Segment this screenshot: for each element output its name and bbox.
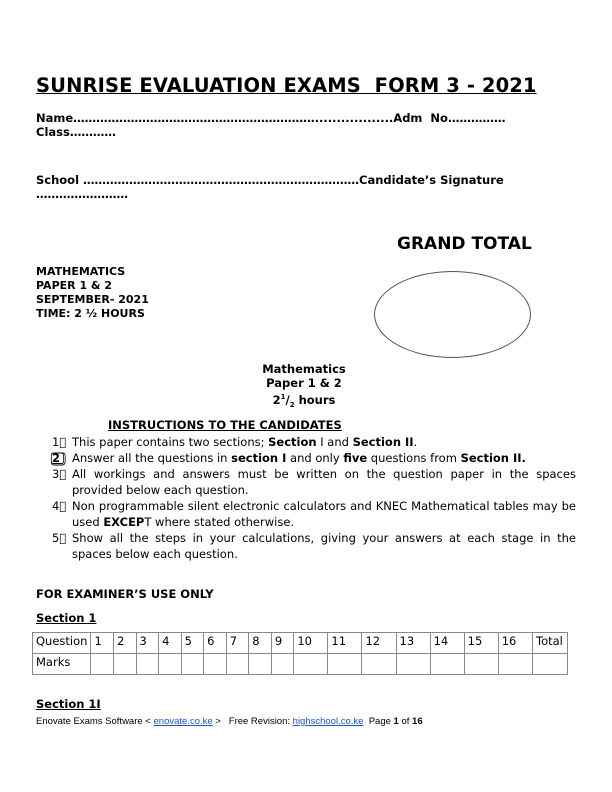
paper-subject: MATHEMATICS	[36, 265, 126, 278]
question-cell: 5	[181, 633, 204, 654]
name-adm-line: Name………………………………………………………..................Adm No……………	[36, 111, 506, 125]
paper-time: TIME: 2 ½ HOURS	[36, 307, 145, 320]
marks-cell[interactable]	[204, 654, 227, 675]
marks-cell[interactable]	[498, 654, 532, 675]
footer-software: Enovate Exams Software <	[36, 716, 154, 727]
footer-of: of	[398, 716, 413, 727]
table-row	[33, 633, 568, 654]
question-cell: 4	[159, 633, 182, 654]
question-cell: 10	[294, 633, 328, 654]
marks-table	[32, 632, 568, 675]
instruction-number: 1	[52, 435, 67, 449]
marks-cell[interactable]	[181, 654, 204, 675]
marks-cell[interactable]	[271, 654, 294, 675]
question-cell: 2	[113, 633, 136, 654]
marks-cell[interactable]	[294, 654, 328, 675]
marks-cell[interactable]	[226, 654, 249, 675]
instruction-item: 5 Show all the steps in your calculations, giving your answers at each stage in the spaces below each question.	[52, 531, 576, 561]
total-marks-cell[interactable]	[533, 654, 568, 675]
question-cell: 15	[464, 633, 498, 654]
marks-cell[interactable]	[396, 654, 430, 675]
grand-total-ellipse	[374, 271, 531, 358]
marks-cell[interactable]	[362, 654, 396, 675]
center-paper-block	[250, 362, 358, 412]
center-paper: Paper 1 & 2	[266, 376, 342, 390]
total-label-cell: Total	[533, 633, 568, 654]
signature-dots: ……………………	[36, 187, 128, 201]
center-duration: $2^1/_2$ hours	[272, 392, 336, 410]
footer-free-revision: > Free Revision:	[212, 716, 293, 727]
question-cell: 6	[204, 633, 227, 654]
duration-num: 1	[280, 393, 286, 401]
center-subject: Mathematics	[262, 362, 346, 376]
instruction-item: 1 This paper contains two sections; Section I and Section II.	[52, 435, 418, 449]
marks-cell[interactable]	[328, 654, 362, 675]
paper-date: SEPTEMBER- 2021	[36, 293, 149, 306]
section-1-label: Section 1	[36, 611, 97, 625]
marks-cell[interactable]	[464, 654, 498, 675]
marks-cell[interactable]	[159, 654, 182, 675]
duration-den: 2	[289, 401, 295, 410]
question-cell: 13	[396, 633, 430, 654]
marks-cell[interactable]	[136, 654, 159, 675]
instruction-number: 3	[52, 467, 67, 481]
grand-total-label: GRAND TOTAL	[397, 234, 532, 254]
enovate-link[interactable]: enovate.co.ke	[153, 716, 213, 727]
marks-cell[interactable]	[113, 654, 136, 675]
question-cell: 16	[498, 633, 532, 654]
duration-unit: hours	[294, 392, 336, 407]
marks-cell[interactable]	[91, 654, 114, 675]
footer-total-pages: 16	[412, 716, 423, 727]
instruction-item: 4 Non programmable silent electronic calculators and KNEC Mathematical tables may be used EXCEPT where stated otherwise.	[52, 499, 576, 529]
question-cell: 8	[249, 633, 272, 654]
school-signature-line: School ………………………………………………………………Candidate’s Signature	[36, 173, 504, 187]
highschool-link[interactable]: highschool.co.ke	[292, 716, 364, 727]
instruction-item: 3 All workings and answers must be written on the question paper in the spaces provided below each question.	[52, 467, 576, 497]
question-cell: 14	[430, 633, 464, 654]
instruction-item: 2 Answer all the questions in section I and only five questions from Section II.	[52, 451, 526, 465]
question-cell: 7	[226, 633, 249, 654]
instruction-number: 4	[52, 499, 67, 513]
section-2-label: Section 1I	[36, 697, 101, 711]
question-cell: 3	[136, 633, 159, 654]
paper-info	[36, 265, 149, 321]
table-row	[33, 654, 568, 675]
question-cell: 1	[91, 633, 114, 654]
marks-label-cell: Marks	[33, 654, 91, 675]
instruction-number: 2	[52, 451, 61, 465]
marks-cell[interactable]	[430, 654, 464, 675]
duration-whole: 2	[272, 392, 281, 407]
footer-page-number: 1	[393, 716, 399, 727]
footer-page-prefix: Page	[363, 716, 394, 727]
paper-number: PAPER 1 & 2	[36, 279, 113, 292]
marks-cell[interactable]	[249, 654, 272, 675]
examiner-heading: FOR EXAMINER’S USE ONLY	[36, 587, 214, 601]
question-cell: 9	[271, 633, 294, 654]
page-footer	[36, 716, 423, 727]
question-cell: 12	[362, 633, 396, 654]
instructions-title: INSTRUCTIONS TO THE CANDIDATES	[108, 418, 342, 432]
question-label-cell: Question	[33, 633, 91, 654]
instruction-number: 5	[52, 531, 67, 545]
question-cell: 11	[328, 633, 362, 654]
class-line: Class…………	[36, 125, 116, 139]
document-title: SUNRISE EVALUATION EXAMS FORM 3 - 2021	[36, 74, 537, 97]
